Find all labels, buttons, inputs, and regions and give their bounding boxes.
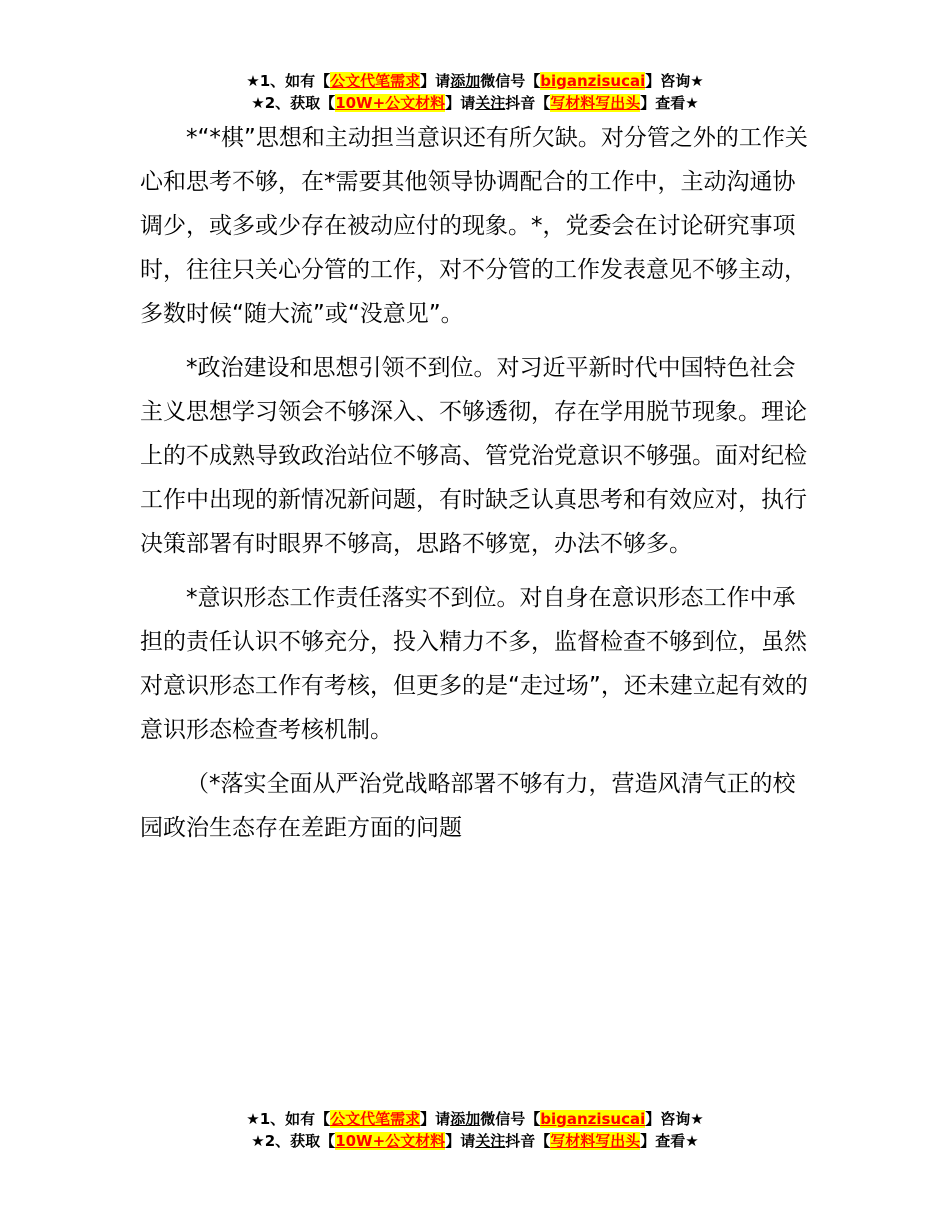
- highlight-douyin-id: 写材料写出头: [550, 1132, 641, 1150]
- banner-text: 】请: [420, 1110, 451, 1128]
- banner-text: 抖音【: [505, 94, 551, 112]
- banner-text: 抖音【: [505, 1132, 551, 1150]
- banner-text: 】咨询★: [645, 72, 704, 90]
- footer-banner: [0, 1108, 950, 1152]
- banner-text: 】查看★: [640, 94, 699, 112]
- banner-text: ★1、如有【: [246, 1110, 331, 1128]
- banner-text: ★1、如有【: [246, 72, 331, 90]
- banner-text: 关注: [475, 1132, 506, 1150]
- banner-text: ★2、获取【: [251, 1132, 336, 1150]
- banner-line-2: [0, 1130, 950, 1152]
- paragraph: （*落实全面从严治党战略部署不够有力，营造风清气正的校园政治生态存在差距方面的问题: [140, 771, 796, 841]
- highlight-wechat-id: biganzisucai: [540, 72, 646, 90]
- banner-line-1: [0, 70, 950, 92]
- banner-text: 】请: [420, 72, 451, 90]
- header-banner: [0, 70, 950, 114]
- paragraph: *“*棋”思想和主动担当意识还有所欠缺。对分管之外的工作关心和思考不够，在*需要其他领导协调配合的工作中，主动沟通协调少，或多或少存在被动应付的现象。*，党委会在讨论研究事项时，往往只关心分管的工作，对不分管的工作发表意见不够主动，多数时候“随大流”或“没意见”。: [140, 125, 808, 327]
- banner-text: 】查看★: [640, 1132, 699, 1150]
- banner-line-1: [0, 1108, 950, 1130]
- banner-text: 添加: [450, 1110, 481, 1128]
- highlight-service: 公文代笔需求: [330, 72, 421, 90]
- highlight-wechat-id: biganzisucai: [540, 1110, 646, 1128]
- banner-text: 】请: [445, 1132, 476, 1150]
- banner-text: ★2、获取【: [251, 94, 336, 112]
- highlight-service: 公文代笔需求: [330, 1110, 421, 1128]
- highlight-materials: 10W+公文材料: [335, 1132, 446, 1150]
- banner-text: 微信号【: [480, 1110, 541, 1128]
- highlight-materials: 10W+公文材料: [335, 94, 446, 112]
- banner-line-2: [0, 92, 950, 114]
- document-body: [140, 116, 812, 860]
- paragraph: *政治建设和思想引领不到位。对习近平新时代中国特色社会主义思想学习领会不够深入、不够透彻，存在学用脱节现象。理论上的不成熟导致政治站位不够高、管党治党意识不够强。面对纪检工作中出现的新情况新问题，有时缺乏认真思考和有效应对，执行决策部署有时眼界不够高，思路不够宽，办法不够多。: [140, 355, 807, 557]
- paragraph: *意识形态工作责任落实不到位。对自身在意识形态工作中承担的责任认识不够充分，投入精力不多，监督检查不够到位，虽然对意识形态工作有考核，但更多的是“走过场”，还未建立起有效的意识形态检查考核机制。: [140, 585, 808, 743]
- banner-text: 关注: [475, 94, 506, 112]
- banner-text: 】请: [445, 94, 476, 112]
- banner-text: 微信号【: [480, 72, 541, 90]
- banner-text: 添加: [450, 72, 481, 90]
- highlight-douyin-id: 写材料写出头: [550, 94, 641, 112]
- banner-text: 】咨询★: [645, 1110, 704, 1128]
